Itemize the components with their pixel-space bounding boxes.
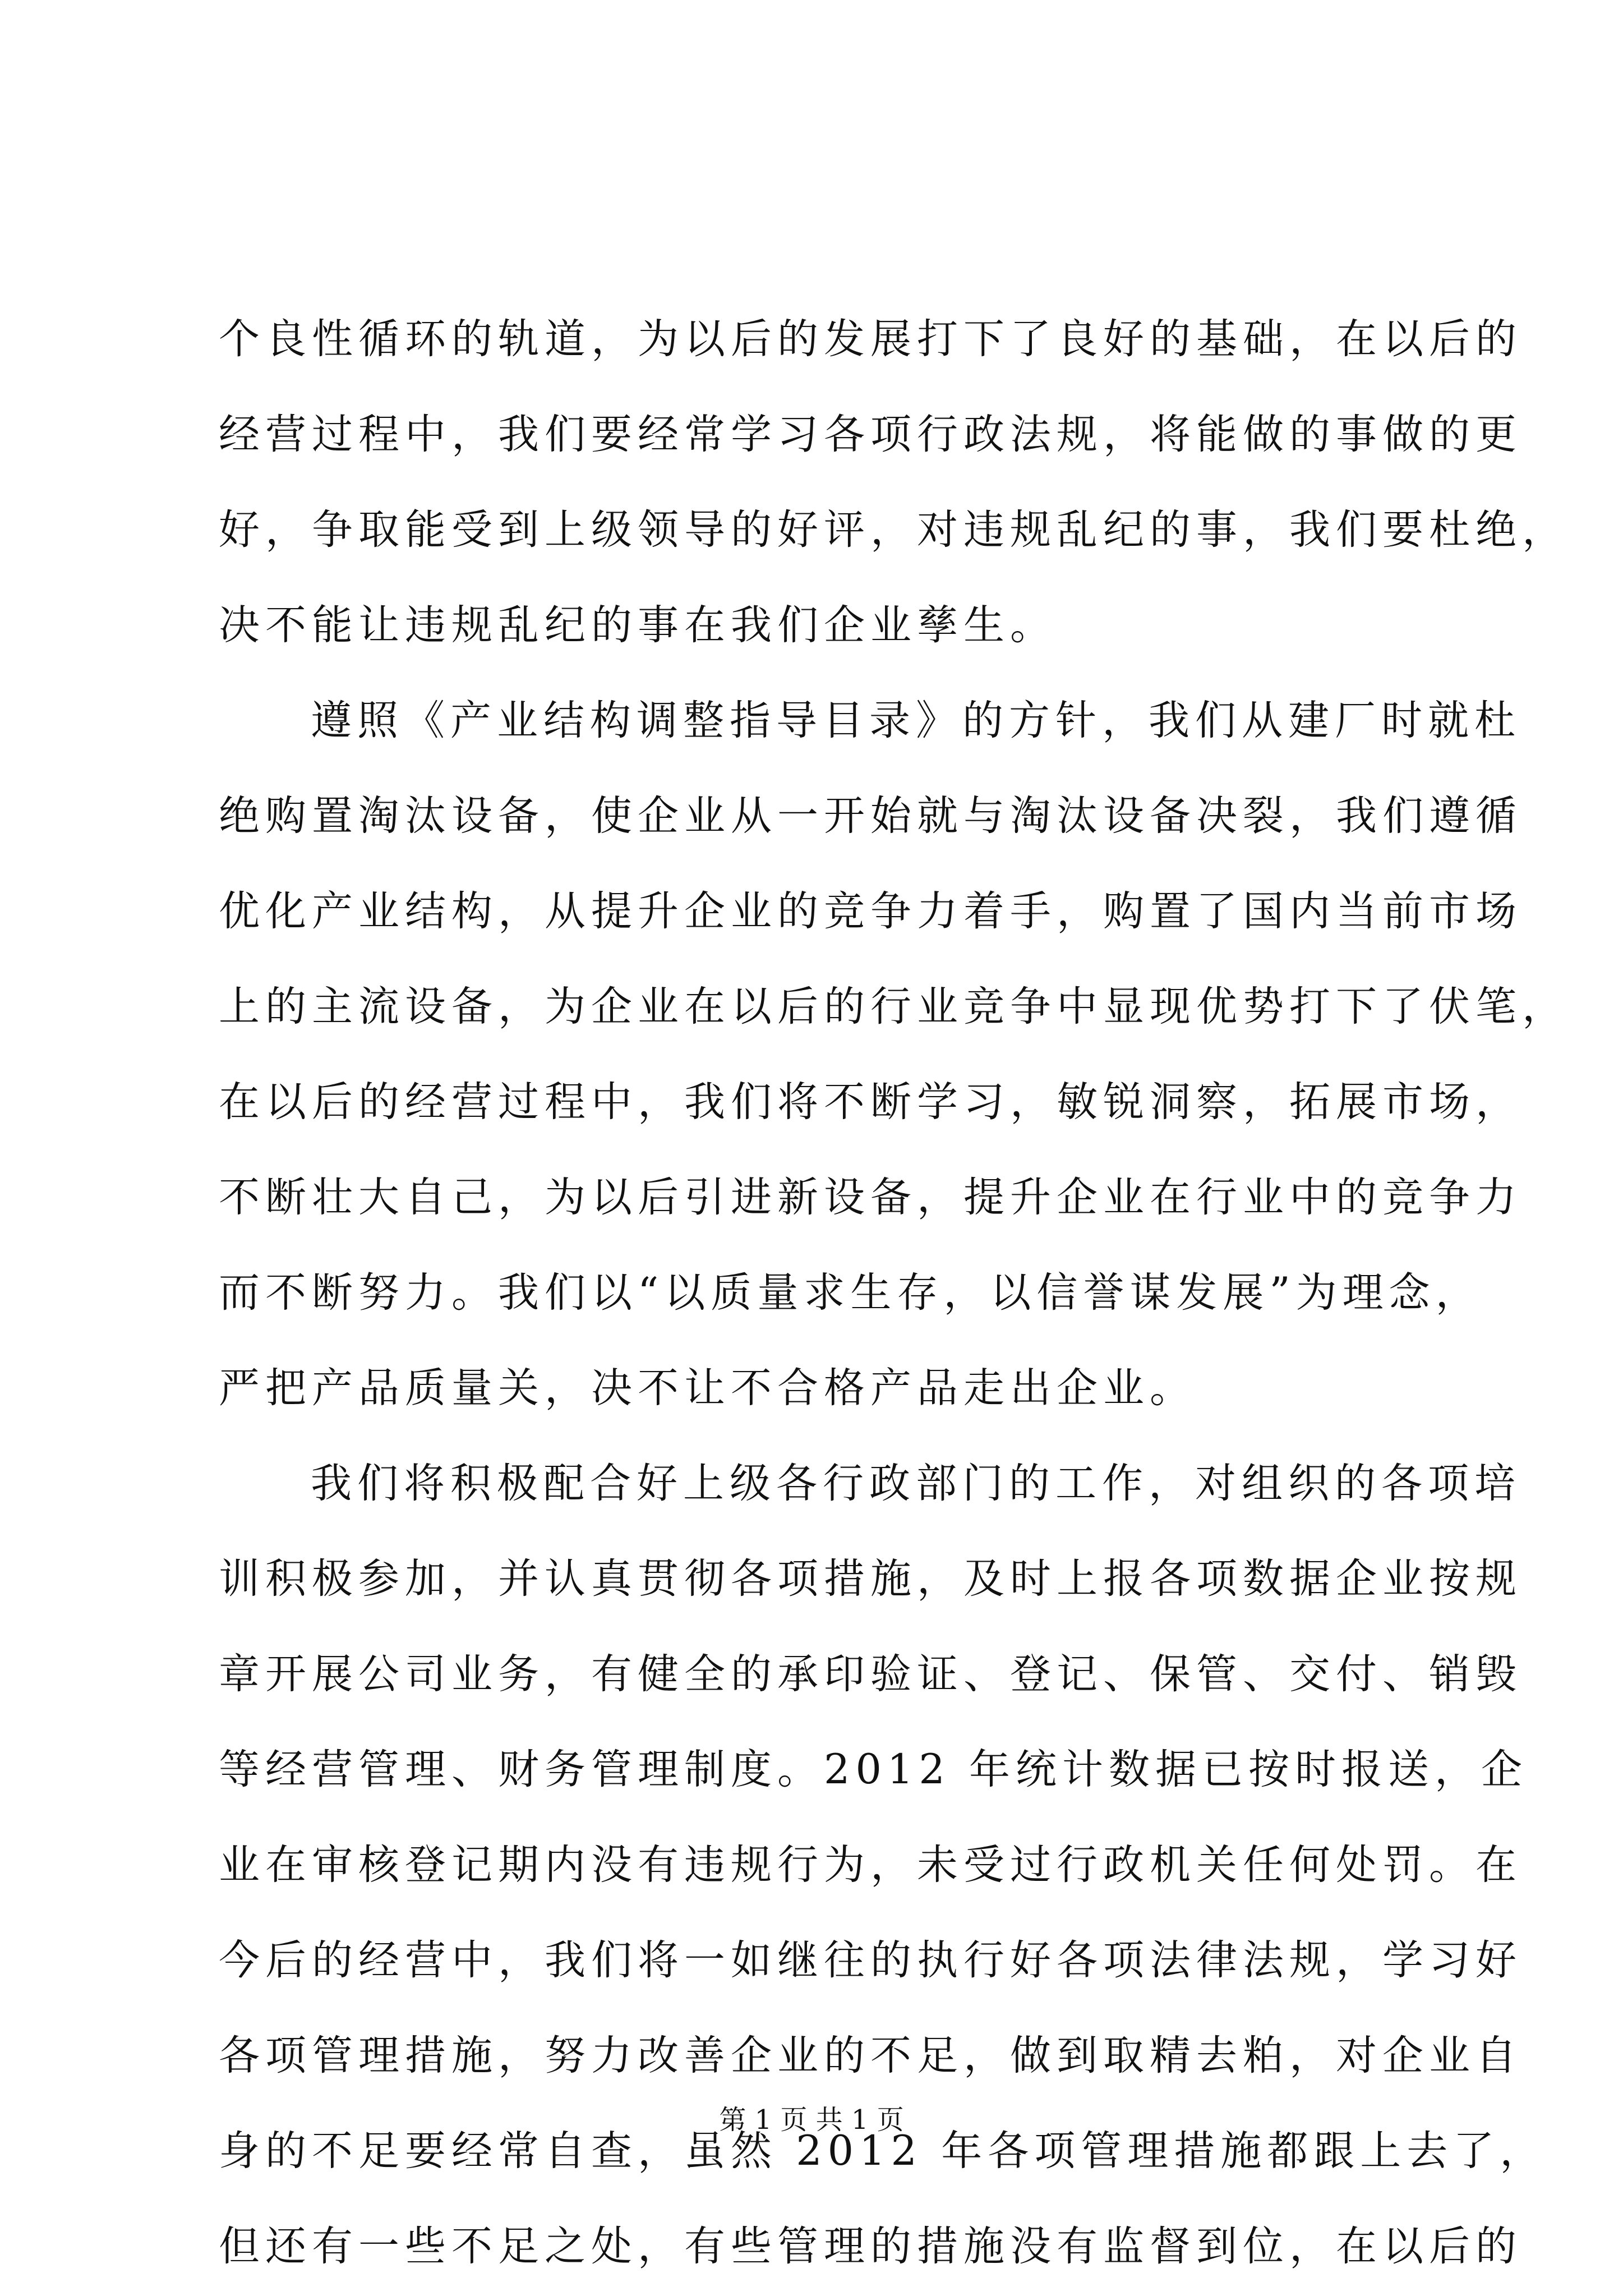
text-line: 身的不足要经常自查，虽然 2012 年各项管理措施都跟上去了， <box>219 2127 1547 2175</box>
text-line: 各项管理措施，努力改善企业的不足，做到取精去粕，对企业自 <box>219 2032 1522 2079</box>
paragraph-3 <box>219 1436 1547 2294</box>
text-line: 而不断努力。我们以“以质量求生存，以信誉谋发展”为理念， <box>219 1269 1482 1317</box>
text-line: 不断壮大自己，为以后引进新设备，提升企业在行业中的竞争力 <box>219 1174 1522 1221</box>
text-line: 绝购置淘汰设备，使企业从一开始就与淘汰设备决裂，我们遵循 <box>219 792 1522 840</box>
text-line: 等经营管理、财务管理制度。2012 年统计数据已按时报送，企 <box>219 1746 1528 1793</box>
text-line: 个良性循环的轨道，为以后的发展打下了良好的基础，在以后的 <box>219 315 1522 363</box>
text-line: 业在审核登记期内没有违规行为，未受过行政机关任何处罚。在 <box>219 1841 1522 1889</box>
text-line: 我们将积极配合好上级各行政部门的工作，对组织的各项培 <box>311 1460 1521 1507</box>
text-line: 遵照《产业结构调整指导目录》的方针，我们从建厂时就杜 <box>311 697 1521 744</box>
document-body <box>219 292 1569 2294</box>
text-line: 上的主流设备，为企业在以后的行业竞争中显现优势打下了伏笔， <box>219 983 1569 1030</box>
paragraph-2 <box>219 673 1569 1436</box>
text-line: 决不能让违规乱纪的事在我们企业孳生。 <box>219 601 1057 649</box>
page-number-label: 第 1 页 共 1 页 <box>719 2104 904 2136</box>
text-line: 经营过程中，我们要经常学习各项行政法规，将能做的事做的更 <box>219 411 1522 458</box>
text-line: 训积极参加，并认真贯彻各项措施，及时上报各项数据企业按规 <box>219 1555 1522 1603</box>
text-line: 优化产业结构，从提升企业的竞争力着手，购置了国内当前市场 <box>219 887 1522 935</box>
page-footer <box>0 2098 1623 2137</box>
text-line: 章开展公司业务，有健全的承印验证、登记、保管、交付、销毁 <box>219 1650 1522 1698</box>
text-line: 在以后的经营过程中，我们将不断学习，敏锐洞察，拓展市场， <box>219 1078 1522 1126</box>
text-line: 今后的经营中，我们将一如继往的执行好各项法律法规，学习好 <box>219 1936 1522 1984</box>
paragraph-1 <box>219 292 1569 673</box>
text-line: 严把产品质量关，决不让不合格产品走出企业。 <box>219 1364 1196 1412</box>
text-line: 但还有一些不足之处，有些管理的措施没有监督到位，在以后的 <box>219 2223 1522 2270</box>
text-line: 好，争取能受到上级领导的好评，对违规乱纪的事，我们要杜绝， <box>219 506 1569 554</box>
